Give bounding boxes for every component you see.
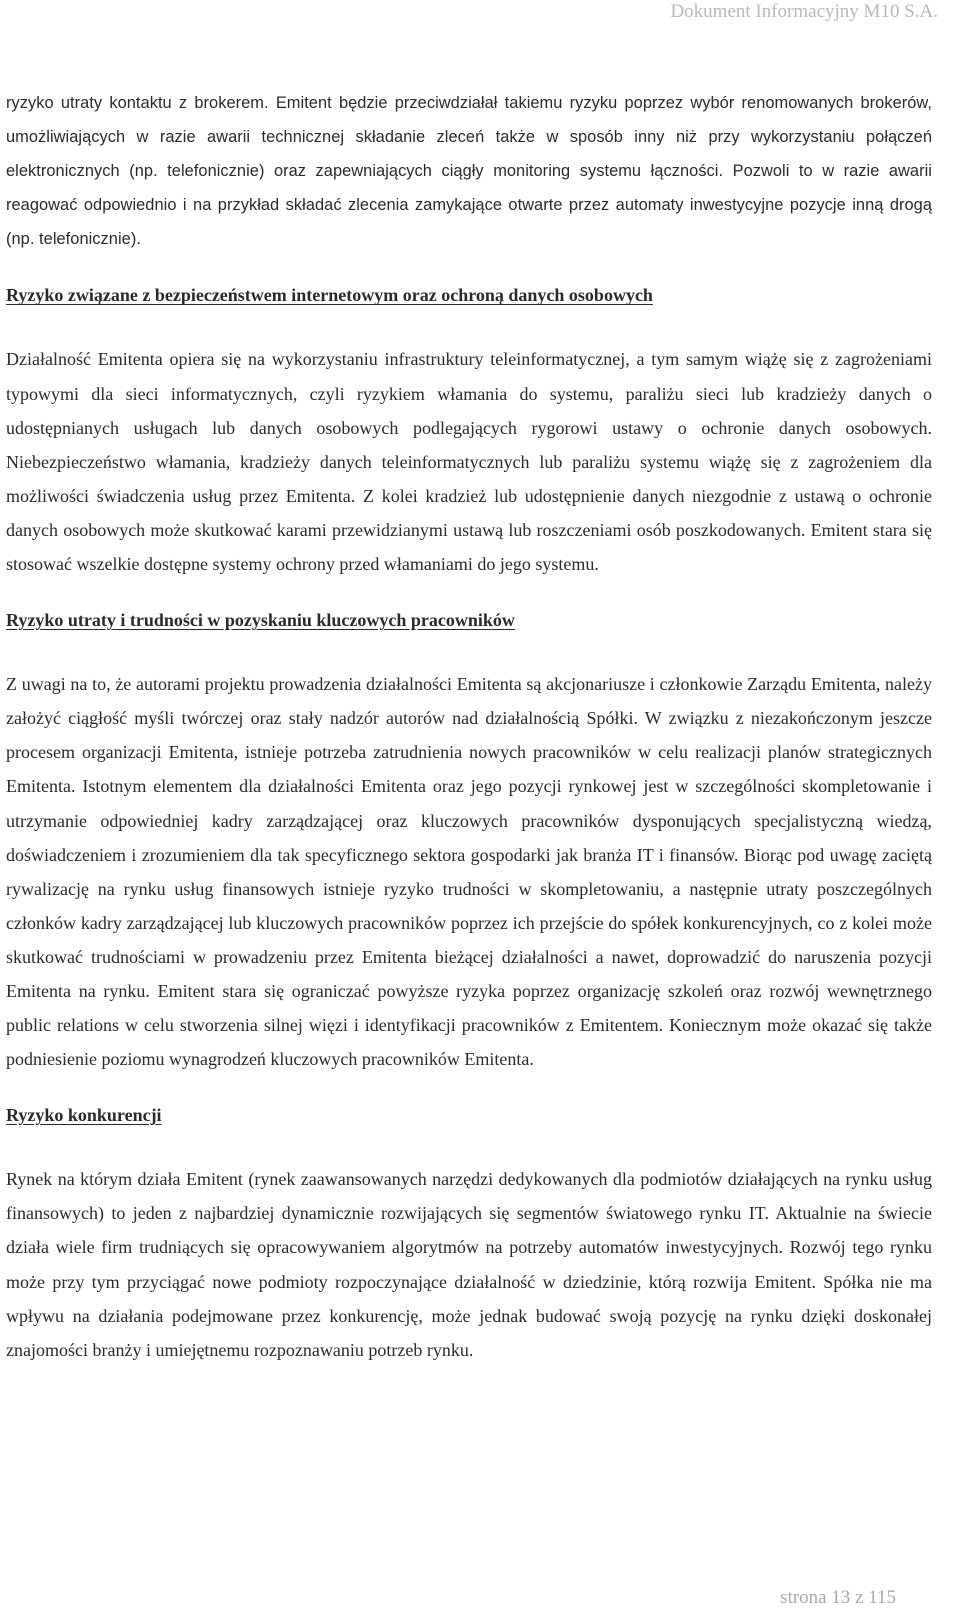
heading-key-employees-risk: Ryzyko utraty i trudności w pozyskaniu kluczowych pracowników xyxy=(6,610,515,631)
paragraph-competition-risk: Rynek na którym działa Emitent (rynek zaawansowanych narzędzi dedykowanych dla podmiotów działających na rynku usług finansowych) to jeden z najbardziej dynamicznie rozwijających się segmentów światowego rynku IT. Aktualnie na świecie działa wiele firm trudniących się opracowywaniem algorytmów na potrzeby automatów inwestycyjnych. Rozwój tego rynku może przy tym przyciągać nowe podmioty rozpoczynające działalność w dziedzinie, którą rozwija Emitent. Spółka nie ma wpływu na działania podejmowane przez konkurencję, może jednak budować swoją pozycję na rynku dzięki doskonałej znajomości branży i umiejętnemu rozpoznawaniu potrzeb rynku. xyxy=(6,1169,932,1360)
paragraph-internet-security-risk: Działalność Emitenta opiera się na wykorzystaniu infrastruktury teleinformatycznej, a tym samym wiążę się z zagrożeniami typowymi dla sieci informatycznych, czyli ryzykiem włamania do systemu, paraliżu sieci lub kradzieży danych o udostępnianych usługach lub danych osobowych podlegających rygorowi ustawy o ochronie danych osobowych. Niebezpieczeństwo włamania, kradzieży danych teleinformatycznych lub paraliżu systemu wiążę się z zagrożeniem dla możliwości świadczenia usług przez Emitenta. Z kolei kradzież lub udostępnienie danych niezgodnie z ustawą o ochronie danych osobowych może skutkować karami przewidzianymi ustawą lub roszczeniami osób poszkodowanych. Emitent stara się stosować wszelkie dostępne systemy ochrony przed włamaniami do jego systemu. xyxy=(6,349,932,575)
heading-competition-risk: Ryzyko konkurencji xyxy=(6,1105,162,1126)
paragraph-key-employees-risk: Z uwagi na to, że autorami projektu prowadzenia działalności Emitenta są akcjonariusze i członkowie Zarządu Emitenta, należy założyć ciągłość myśli twórczej oraz stały nadzór autorów nad działalnością Spółki. W związku z niezakończonym jeszcze procesem organizacji Emitenta, istnieje potrzeba zatrudnienia nowych pracowników w celu realizacji planów strategicznych Emitenta. Istotnym elementem dla działalności Emitenta oraz jego pozycji rynkowej jest w szczególności skompletowanie i utrzymanie odpowiedniej kadry zarządzającej oraz kluczowych pracowników dysponujących specjalistyczną wiedzą, doświadczeniem i zrozumieniem dla tak specyficznego sektora gospodarki jak branża IT i finansów. Biorąc pod uwagę zaciętą rywalizację na rynku usług finansowych istnieje ryzyko trudności w skompletowaniu, a następnie utraty poszczególnych członków kadry zarządzającej lub kluczowych pracowników poprzez ich przejście do spółek konkurencyjnych, co z kolei może skutkować trudnościami w prowadzeniu przez Emitenta bieżącej działalności a nawet, doprowadzić do naruszenia pozycji Emitenta na rynku. Emitent stara się ograniczać powyższe ryzyka poprzez organizację szkoleń oraz rozwój wewnętrznego public relations w celu stworzenia silnej więzi i identyfikacji pracowników z Emitentem. Koniecznym może okazać się także podniesienie poziomu wynagrodzeń kluczowych pracowników Emitenta. xyxy=(6,674,932,1070)
document-header-title: Dokument Informacyjny M10 S.A. xyxy=(670,1,938,22)
paragraph-broker-risk-continuation: ryzyko utraty kontaktu z brokerem. Emitent będzie przeciwdziałał takiemu ryzyku poprzez wybór renomowanych brokerów, umożliwiających w razie awarii technicznej składanie zleceń także w sposób inny niż przy wykorzystaniu połączeń elektronicznych (np. telefonicznie) oraz zapewniających ciągły monitoring systemu łączności. Pozwoli to w razie awarii reagować odpowiednio i na przykład składać zlecenia zamykające otwarte przez automaty inwestycyjne pozycje inną drogą (np. telefonicznie). xyxy=(6,94,932,249)
document-body xyxy=(6,86,932,1367)
heading-internet-security-risk: Ryzyko związane z bezpieczeństwem internetowym oraz ochroną danych osobowych xyxy=(6,285,653,306)
page-number: strona 13 z 115 xyxy=(780,1587,896,1608)
